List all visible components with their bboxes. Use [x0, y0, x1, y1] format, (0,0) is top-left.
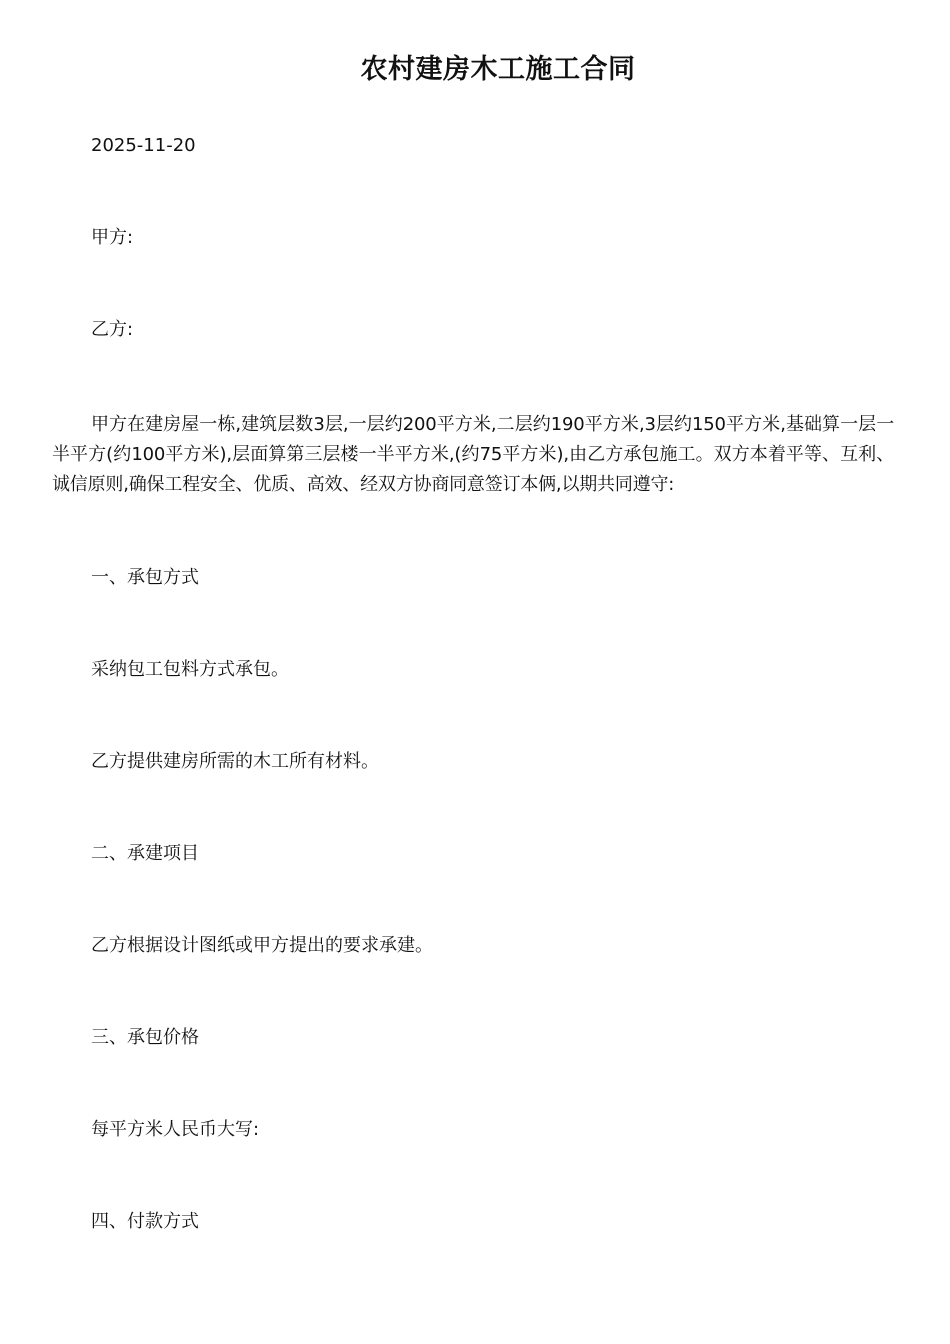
section-heading-4: 四、付款方式 — [91, 1211, 199, 1232]
document-title: 农村建房木工施工合同 — [360, 54, 636, 85]
section-heading-2: 二、承建项目 — [91, 843, 199, 864]
section-heading-3: 三、承包价格 — [91, 1027, 199, 1048]
intro-paragraph: 甲方在建房屋一栋,建筑层数3层,一层约200平方米,二层约190平方米,3层约150平方米,基础算一层一半平方(约100平方米),层面算第三层楼一半平方米,(约75平方米),由乙方承包施工。双方本着平等、互利、诚信原则,确保工程安全、优质、高效、经双方协商同意签订本俩,以期共同遵守: — [52, 414, 894, 495]
contract-date: 2025-11-20 — [91, 135, 196, 156]
section-1-paragraph-1: 采纳包工包料方式承包。 — [91, 659, 289, 680]
section-1-paragraph-2: 乙方提供建房所需的木工所有材料。 — [91, 751, 379, 772]
party-b-label: 乙方: — [91, 319, 134, 340]
section-3-paragraph-1: 每平方米人民币大写: — [91, 1119, 260, 1140]
section-heading-1: 一、承包方式 — [91, 567, 199, 588]
section-2-paragraph-1: 乙方根据设计图纸或甲方提出的要求承建。 — [91, 935, 433, 956]
party-a-label: 甲方: — [91, 227, 134, 248]
